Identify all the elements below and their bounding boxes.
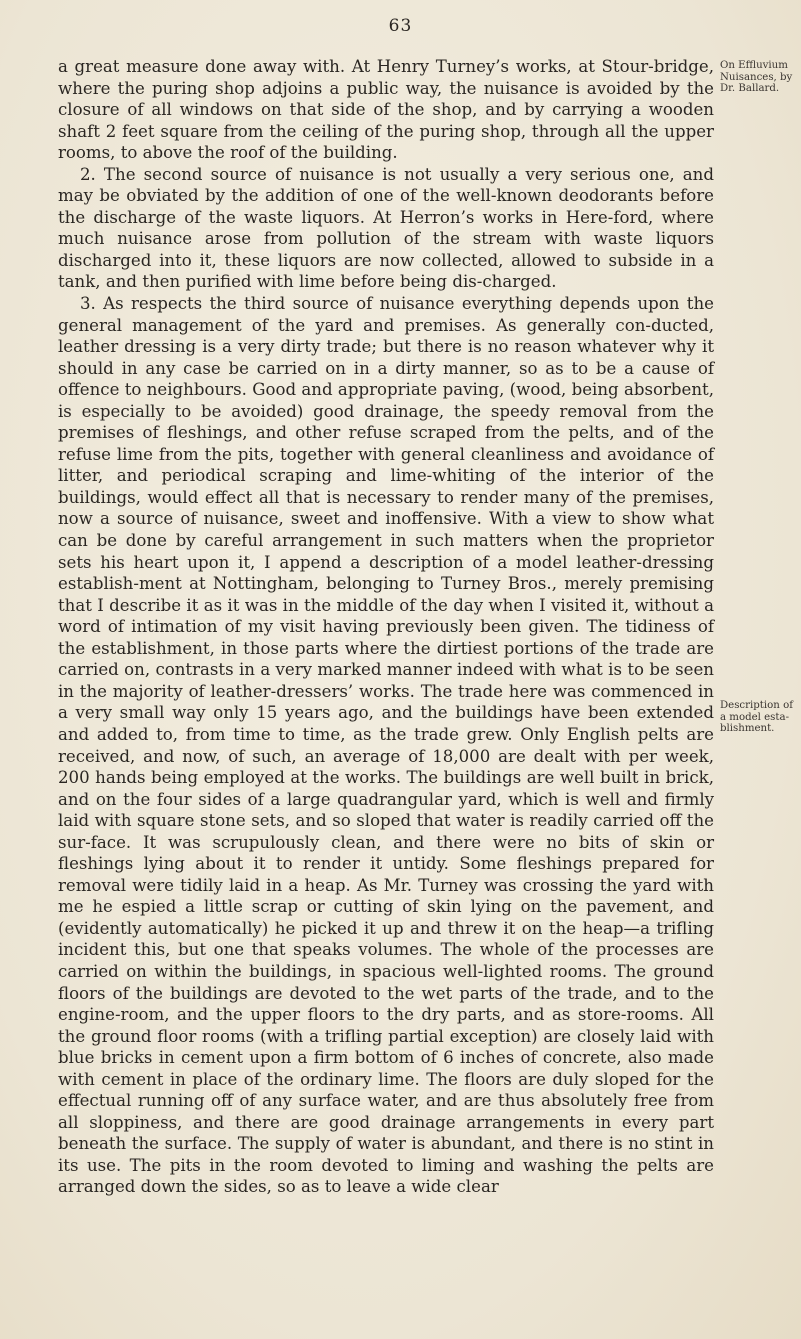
paragraph-1: a great measure done away with. At Henry Turney’s works, at Stour-bridge, where the puring shop adjoins a public way, the nuisance is avoided by the closure of all windows on that side of the shop, and by carrying a wooden shaft 2 feet square from the ceiling of the puring shop, through all the upper rooms, to above the roof of the building.: [58, 57, 714, 163]
sidenote-model-establishment: Description of a model esta-blishment.: [720, 700, 793, 734]
paragraph-3: 3. As respects the third source of nuisance everything depends upon the general management of the yard and premises. As generally con-ducted, leather dressing is a very dirty trade; but there is no reason whatever why it should in any case be carried on in a dirty manner, so as to be a cause of offence to neighbours. Good and appropriate paving, (wood, being absorbent, is especially to be avoided) good drainage, the speedy removal from the premises of fleshings, and other refuse scraped from the pelts, and of the refuse lime from the pits, together with general cleanliness and avoidance of litter, and periodical scraping and lime-whiting of the interior of the buildings, would effect all that is necessary to render many of the premises, now a source of nuisance, sweet and inoffensive. With a view to show what can be done by careful arrangement in such matters when the proprietor sets his heart upon it, I append a description of a model leather-dressing establish-ment at Nottingham, belonging to Turney Bros., merely premising that I describe it as it was in the middle of the day when I visited it, without a word of intimation of my visit having previously been given. The tidiness of the establishment, in those parts where the dirtiest portions of the trade are carried on, contrasts in a very marked manner indeed with what is to be seen in the majority of leather-dressers’ works. The trade here was commenced in a very small way only 15 years ago, and the buildings have been extended and added to, from time to time, as the trade grew. Only English pelts are received, and now, of such, an average of 18,000 are dealt with per week, 200 hands being employed at the works. The buildings are well built in brick, and on the four sides of a large quadrangular yard, which is well and firmly laid with square stone sets, and so sloped that water is readily carried off the sur-face. It was scrupulously clean, and there were no bits of skin or fleshings lying about it to render it untidy. Some fleshings prepared for removal were tidily laid in a heap. As Mr. Turney was crossing the yard with me he espied a little scrap or cutting of skin lying on the pavement, and (evidently automatically) he picked it up and threw it on the heap—a trifling incident this, but one that speaks volumes. The whole of the processes are carried on within the buildings, in spacious well-lighted rooms. The ground floors of the buildings are devoted to the wet parts of the trade, and to the engine-room, and the upper floors to the dry parts, and as store-rooms. All the ground floor rooms (with a trifling partial exception) are closely laid with blue bricks in cement upon a firm bottom of 6 inches of concrete, also made with cement in place of the ordinary lime. The floors are duly sloped for the effectual running off of any surface water, and are thus absolutely free from all sloppiness, and there are good drainage arrangements in every part beneath the surface. The supply of water is abundant, and there is no stint in its use. The pits in the room devoted to liming and washing the pelts are arranged down the sides, so as to leave a wide clear: [58, 294, 714, 1197]
body-text: [58, 56, 714, 1198]
page-number: 63: [388, 16, 413, 36]
paragraph-2: 2. The second source of nuisance is not usually a very serious one, and may be obviated by the addition of one of the well-known deodorants before the discharge of the waste liquors. At Herron’s works in Here-ford, where much nuisance arose from pollution of the stream with waste liquors discharged into it, these liquors are now collected, allowed to subside in a tank, and then purified with lime before being dis-charged.: [58, 164, 714, 292]
sidenote-effluvium-nuisances: On Effluvium Nuisances, by Dr. Ballard.: [720, 60, 793, 94]
